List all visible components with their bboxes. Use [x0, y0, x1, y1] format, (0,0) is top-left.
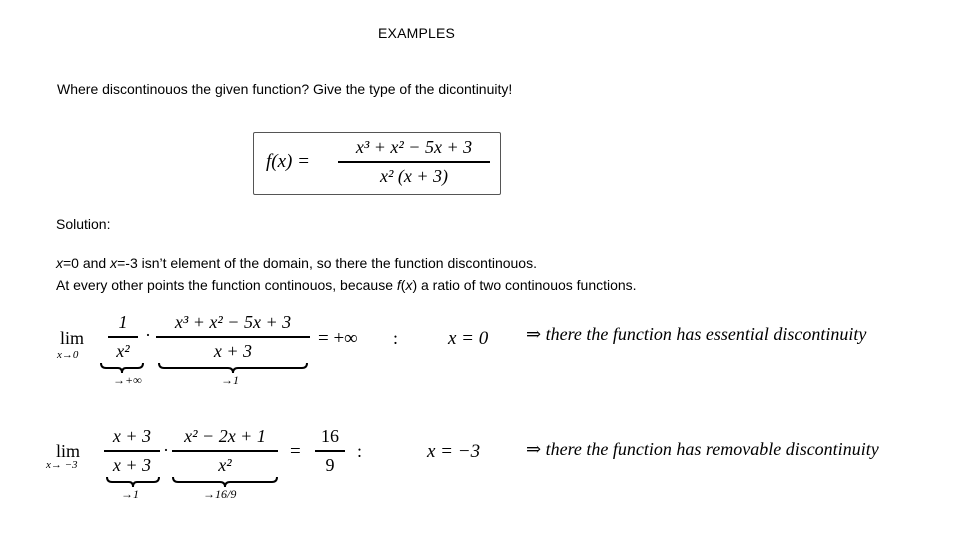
- limit-1-point: x = 0: [448, 328, 489, 349]
- lim-2-subscript: x→ −3: [46, 459, 78, 471]
- limit-2-fraction-1: x + 3 x + 3: [104, 426, 160, 476]
- limit-1-brace-1-label: →+∞: [113, 373, 142, 387]
- limit-1-conclusion: ⇒ there the function has essential discontinuity: [526, 324, 867, 344]
- multiply-dot-1: ·: [145, 325, 151, 345]
- question-text: Where discontinouos the given function? Give the type of the dicontinuity!: [57, 81, 513, 97]
- solution-label: Solution:: [56, 216, 111, 232]
- limit-1-brace-2-label: →1: [221, 373, 239, 387]
- multiply-dot-2: ·: [163, 440, 169, 460]
- lim-2: lim: [56, 441, 81, 461]
- function-definition-box: [253, 132, 501, 195]
- limit-2-point: x = −3: [427, 441, 481, 462]
- limit-2-fraction-2: x² − 2x + 1 x²: [172, 426, 278, 476]
- limit-2-colon: :: [357, 441, 363, 461]
- function-denominator: x² (x + 3): [379, 165, 448, 186]
- limit-2-brace-2-label: →16/9: [203, 487, 237, 501]
- lim-1-subscript: x→0: [57, 349, 79, 361]
- lim-1: lim: [60, 328, 85, 348]
- limit-2-brace-1-label: →1: [121, 487, 139, 501]
- function-fraction: [338, 137, 490, 187]
- limit-1-fraction-2: x³ + x² − 5x + 3 x + 3: [156, 312, 310, 362]
- limit-1-result: = +∞: [318, 328, 358, 349]
- function-numerator: x³ + x² − 5x + 3: [355, 137, 473, 157]
- page-title: EXAMPLES: [378, 25, 456, 41]
- solution-line-1: x=0 and x=-3 isn’t element of the domain, so there the function discontinouos.: [56, 255, 537, 271]
- limit-1-fraction-1: 1 x²: [108, 312, 138, 362]
- solution-line-2: At every other points the function continouos, because f(x) a ratio of two continouos functions.: [56, 277, 637, 293]
- limit-2-equals: =: [290, 441, 301, 462]
- limit-1-colon: :: [393, 328, 399, 348]
- function-lhs: f(x) =: [266, 151, 310, 172]
- limit-2-conclusion: ⇒ there the function has removable discontinuity: [526, 439, 879, 459]
- limit-2-result-fraction: 16 9: [315, 426, 345, 476]
